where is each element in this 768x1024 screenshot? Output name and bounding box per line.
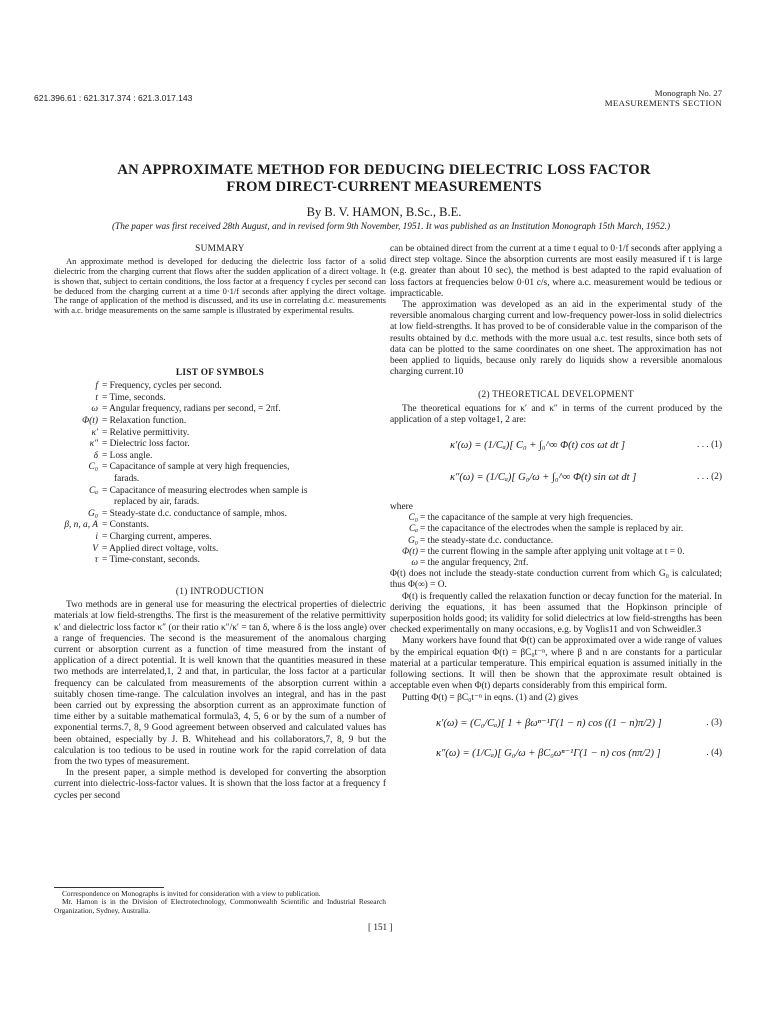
footnote-line-2: Mr. Hamon is in the Division of Electrotechnology, Commonwealth Scientific and Industrial Research Organization, Sydney, Australia. xyxy=(54,897,386,915)
definition-text: = the angular frequency, 2πf. xyxy=(420,558,529,569)
symbol-name: κ″ xyxy=(89,439,98,450)
definition-symbol: ω xyxy=(411,558,418,569)
right-column xyxy=(390,244,722,768)
theory-paragraph-5: Putting Φ(t) = βC₀t⁻ⁿ in eqns. (1) and (2) gives xyxy=(402,692,578,703)
theory-heading: (2) THEORETICAL DEVELOPMENT xyxy=(478,390,634,401)
section-name: MEASUREMENTS SECTION xyxy=(604,98,722,108)
definition-symbol: Cₐ xyxy=(409,524,418,535)
symbol-name: C₀ xyxy=(88,462,98,473)
symbol-row xyxy=(54,451,386,463)
symbol-description-line: = Dielectric loss factor. xyxy=(102,439,190,450)
monograph-header xyxy=(605,88,722,108)
symbol-row xyxy=(54,509,386,521)
equation-3 xyxy=(390,712,722,738)
equation-4-number: . (4) xyxy=(706,747,722,758)
symbol-description xyxy=(100,544,386,556)
symbol-row xyxy=(54,381,386,393)
symbol-description xyxy=(100,486,386,509)
symbol-description xyxy=(100,404,386,416)
definition-symbol: C₀ xyxy=(408,513,418,524)
definitions-list xyxy=(390,513,722,569)
footnote xyxy=(54,890,386,915)
symbol-description-line: = Angular frequency, radians per second, = 2πf. xyxy=(102,404,281,415)
symbol-row xyxy=(54,416,386,428)
definition-symbol: G₀ xyxy=(407,535,418,546)
symbol-name: β, n, a, A xyxy=(64,520,98,531)
definition-text: = the capacitance of the sample at very high frequencies. xyxy=(420,513,634,524)
symbol-description xyxy=(100,509,386,521)
equation-3-number: . (3) xyxy=(706,717,722,728)
symbol-row xyxy=(54,532,386,544)
symbol-description-line: = Capacitance of measuring electrodes when sample is xyxy=(102,485,308,496)
symbol-description-line: = Loss angle. xyxy=(102,450,153,461)
symbol-name: G₀ xyxy=(87,508,98,519)
symbol-description-line: = Time, seconds. xyxy=(102,392,166,403)
symbol-name: Cₐ xyxy=(89,485,98,496)
symbol-description xyxy=(100,416,386,428)
symbol-row xyxy=(54,404,386,416)
symbol-name: τ xyxy=(94,555,98,566)
symbol-description xyxy=(100,462,386,485)
symbol-description-line: = Relative permittivity. xyxy=(102,427,190,438)
symbol-description-continuation: replaced by air, farads. xyxy=(114,497,200,508)
symbols-list xyxy=(54,381,386,567)
symbol-row xyxy=(54,439,386,451)
equation-1-body: κ′(ω) = (1/Cₐ)[ C₀ + ∫₀^∞ Φ(t) cos ωt dt ] xyxy=(450,440,626,452)
equation-3-body: κ′(ω) = (C₀/Cₐ)[ 1 + βωⁿ⁻¹Γ(1 − n) cos ((1 − n)π/2) ] xyxy=(436,717,662,729)
introduction-heading: (1) INTRODUCTION xyxy=(175,587,265,597)
theory-paragraph-2: Φ(t) does not include the steady-state conduction current from which G₀ is calculated; thus Φ(∞) = O. xyxy=(390,569,722,591)
symbol-description-line: = Frequency, cycles per second. xyxy=(102,381,222,392)
equation-1 xyxy=(390,434,722,462)
definition-row xyxy=(390,513,722,524)
symbol-description-line: = Time-constant, seconds. xyxy=(102,555,200,566)
symbol-description xyxy=(100,439,386,451)
equation-1-number: . . . (1) xyxy=(697,440,722,451)
symbol-description xyxy=(100,381,386,393)
symbols-heading: LIST OF SYMBOLS xyxy=(175,368,265,378)
summary-text: An approximate method is developed for deducing the dielectric loss factor of a solid dielectric from the charging current that flows after the sudden application of a direct voltage. It is shown that, subject to certain conditions, the loss factor at a frequency f cycles per second can be deduced from the charging current at a time 0·1/f seconds after applying the direct voltage. The range of application of the method is discussed, and its use in correlating d.c. measurements with a.c. bridge measurements on the same sample is illustrated by experimental results. xyxy=(54,256,386,316)
symbol-row xyxy=(54,520,386,532)
right-paragraph-1: can be obtained direct from the current at a time t equal to 0·1/f seconds after applying a direct step voltage. Since the absorption currents are most easily measured if t is large (e.g. greater than about 10 sec), the method is best adapted to the rapid evaluation of loss factors at frequencies below 0·01 c/s, where a.c. measurement would be tedious or impracticable. xyxy=(390,244,722,299)
definition-row xyxy=(390,524,722,535)
symbol-description-line: = Relaxation function. xyxy=(102,415,187,426)
symbol-row xyxy=(54,486,386,509)
summary-heading: SUMMARY xyxy=(195,244,245,254)
symbol-row xyxy=(54,393,386,405)
symbol-row xyxy=(54,555,386,567)
intro-paragraph-1: Two methods are in general use for measuring the electrical properties of dielectric materials at low field-strengths. The first is the measurement of the relative permittivity κ′ and dielectric loss factor κ″ (or their ratio κ″/κ′ = tan δ, where δ is the loss angle) over a range of frequencies. The second is the measurement of the anomalous charging current or absorption current as a function of time measured from the instant of application of a direct potential. It is well known that the quantities measured in these two methods are interrelated,1, 2 and that, in particular, the loss factor at a particular frequency can be calculated from measurements of the absorption current within a suitably chosen time-range. The calculation involves an integral, and has in the past been carried out by expressing the absorption current as an approximate function of time either by a suitable mathematical formula3, 4, 5, 6 or by the sum of a number of exponential terms.7, 8, 9 Good agreement between observed and calculated values has been obtained, especially by J. B. Whitehead and his collaborators,7, 8, 9 but the calculation is too tedious to be used in routine work for the rapid correlation of data from the two types of measurement. xyxy=(54,600,386,768)
symbol-description xyxy=(100,428,386,440)
equation-4-body: κ″(ω) = (1/Cₐ)[ G₀/ω + βC₀ωⁿ⁻¹Γ(1 − n) cos (nπ/2) ] xyxy=(436,747,661,759)
definition-text: = the current flowing in the sample after applying unit voltage at t = 0. xyxy=(420,546,685,557)
udc-classification: 621.396.61 : 621.317.374 : 621.3.017.143 xyxy=(34,93,193,103)
footnote-rule xyxy=(54,887,164,888)
author-byline: By B. V. HAMON, B.Sc., B.E. xyxy=(306,205,462,219)
symbol-name: t xyxy=(95,392,98,403)
symbol-name: ω xyxy=(91,404,98,415)
definition-row xyxy=(390,547,722,558)
definition-symbol: Φ(t) xyxy=(402,546,418,557)
summary-section xyxy=(54,242,386,316)
page-number: [ 151 ] xyxy=(368,922,393,932)
theory-paragraph-1: The theoretical equations for κ′ and κ″ in terms of the current produced by the application of a step voltage1, 2 are: xyxy=(390,403,722,425)
definition-row xyxy=(390,558,722,569)
symbol-description xyxy=(100,555,386,567)
title-line-2: FROM DIRECT-CURRENT MEASUREMENTS xyxy=(226,178,542,195)
symbol-row xyxy=(54,544,386,556)
theory-paragraph-3: Φ(t) is frequently called the relaxation function or decay function for the material. In deriving the equations, it has been assumed that the Hopkinson principle of superposition holds good; its validity for solid dielectrics at low field-strengths has been checked experimentally on many occasions, e.g. by Voglis11 and von Schweidler.3 xyxy=(390,591,722,636)
intro-paragraph-2: In the present paper, a simple method is developed for converting the absorption current into dielectric-loss-factor values. It is shown that the loss factor at a frequency f cycles per second xyxy=(54,768,386,801)
symbol-description xyxy=(100,451,386,463)
right-paragraph-2: The approximation was developed as an aid in the experimental study of the reversible anomalous charging current and low-frequency power-loss in solid dielectrics at low field-strengths. It has proved to be of considerable value in the comparison of the results obtained by d.c. methods with the more usual a.c. test results, since both sets of data can be plotted to the same coordinates on one sheet. The approximation has not been applied to liquids, because only rarely do liquids show a reversible anomalous charging current.10 xyxy=(390,300,722,378)
equation-4 xyxy=(390,742,722,768)
symbol-description-continuation: farads. xyxy=(114,473,140,484)
symbol-description-line: = Charging current, amperes. xyxy=(102,531,212,542)
introduction-section xyxy=(54,585,386,802)
theory-paragraph-4: Many workers have found that Φ(t) can be approximated over a wide range of values by the empirical equation Φ(t) = βC₀t⁻ⁿ, where β and n are constants for a particular material at a particular temperature. This empirical equation is assumed initially in the following sections. It will then be shown that the approximate result obtained is acceptable even when Φ(t) departs considerably from this empirical form. xyxy=(390,636,722,692)
symbol-row xyxy=(54,462,386,485)
symbol-description-line: = Steady-state d.c. conductance of sample, mhos. xyxy=(102,508,287,519)
equation-2-body: κ″(ω) = (1/Cₐ)[ G₀/ω + ∫₀^∞ Φ(t) sin ωt dt ] xyxy=(450,472,637,484)
symbol-description-line: = Capacitance of sample at very high frequencies, xyxy=(102,462,290,473)
symbol-name: V xyxy=(92,543,98,554)
symbol-name: δ xyxy=(93,450,98,461)
title-line-1: AN APPROXIMATE METHOD FOR DEDUCING DIELECTRIC LOSS FACTOR xyxy=(117,162,651,178)
symbol-description xyxy=(100,532,386,544)
definition-row xyxy=(390,536,722,547)
where-label: where xyxy=(390,502,413,513)
symbol-description xyxy=(100,520,386,532)
symbol-name: Φ(t) xyxy=(82,415,98,426)
symbol-name: f xyxy=(95,381,98,392)
symbol-name: κ′ xyxy=(91,427,98,438)
received-note: (The paper was first received 28th August, and in revised form 9th November, 1951. It was published as an Institution Monograph 15th March, 1952.) xyxy=(111,222,671,232)
symbol-name: i xyxy=(95,531,98,542)
definition-text: = the steady-state d.c. conductance. xyxy=(420,535,554,546)
equation-2-number: . . . (2) xyxy=(697,472,722,483)
equation-2 xyxy=(390,466,722,494)
symbol-description xyxy=(100,393,386,405)
symbols-section xyxy=(54,366,386,567)
footnote-line-1: Correspondence on Monographs is invited for consideration with a view to publication. xyxy=(62,889,321,898)
paper-title xyxy=(40,162,728,195)
monograph-number: Monograph No. 27 xyxy=(654,88,722,98)
definition-text: = the capacitance of the electrodes when the sample is replaced by air. xyxy=(420,524,684,535)
symbol-description-line: = Applied direct voltage, volts. xyxy=(102,543,219,554)
symbol-description-line: = Constants. xyxy=(102,520,149,531)
symbol-row xyxy=(54,428,386,440)
